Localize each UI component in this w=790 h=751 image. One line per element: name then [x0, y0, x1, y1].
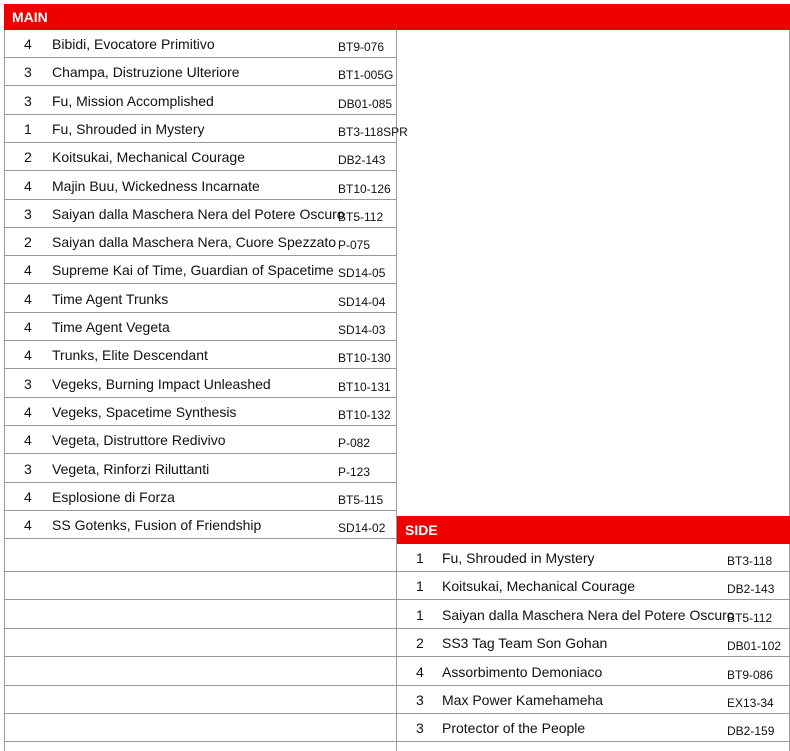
main-card-row: [4, 87, 396, 115]
card-code: BT5-112: [727, 610, 773, 625]
main-card-row: [4, 200, 396, 228]
card-quantity: 3: [416, 692, 424, 708]
card-name: Esplosione di Forza: [52, 488, 175, 505]
card-code: BT3-118SPR: [338, 124, 408, 139]
card-name: Time Agent Vegeta: [52, 319, 170, 335]
card-quantity: 3: [24, 64, 32, 81]
main-card-row: [4, 398, 396, 426]
main-card-row: [4, 483, 396, 511]
card-code: BT5-115: [338, 492, 384, 507]
card-quantity: 3: [416, 720, 424, 737]
card-code: P-082: [338, 436, 371, 451]
card-name: Saiyan dalla Maschera Nera del Potere Oscuro: [442, 606, 735, 623]
card-name: Majin Buu, Wickedness Incarnate: [52, 177, 260, 194]
card-quantity: 1: [416, 578, 424, 595]
card-name: Vegeta, Rinforzi Riluttanti: [52, 460, 210, 477]
card-quantity: 3: [24, 92, 32, 109]
card-name: Saiyan dalla Maschera Nera, Cuore Spezzato: [52, 234, 337, 251]
side-card-row: [396, 601, 790, 629]
card-name: Assorbimento Demoniaco: [442, 663, 603, 680]
main-card-row: [4, 285, 396, 313]
main-card-row: [4, 58, 396, 86]
card-code: P-123: [338, 464, 371, 479]
card-code: SD14-05: [338, 266, 386, 281]
card-quantity: 2: [24, 149, 32, 166]
empty-cell: [4, 629, 396, 657]
card-name: Champa, Distruzione Ulteriore: [52, 64, 240, 81]
side-card-row: [396, 658, 790, 686]
card-code: EX13-34: [727, 696, 774, 710]
card-code: SD14-03: [338, 323, 386, 337]
side-deck-header: SIDE: [397, 516, 790, 544]
card-code: DB2-159: [727, 724, 775, 739]
side-card-row: [396, 544, 790, 572]
card-quantity: 4: [24, 432, 32, 449]
main-card-row: [4, 313, 396, 341]
main-card-row: [4, 341, 396, 369]
card-quantity: 4: [24, 262, 32, 279]
card-quantity: 4: [24, 488, 32, 505]
card-code: BT9-076: [338, 40, 385, 54]
card-name: Protector of the People: [442, 720, 586, 737]
card-name: Bibidi, Evocatore Primitivo: [52, 36, 215, 52]
card-name: SS Gotenks, Fusion of Friendship: [52, 517, 262, 534]
card-quantity: 4: [24, 403, 32, 420]
card-code: DB2-143: [727, 582, 775, 597]
card-quantity: 3: [24, 375, 32, 392]
main-card-row: [4, 228, 396, 256]
card-code: BT10-131: [338, 379, 391, 394]
card-quantity: 4: [24, 290, 32, 307]
card-quantity: 2: [24, 234, 32, 251]
card-quantity: 4: [24, 517, 32, 534]
card-name: Saiyan dalla Maschera Nera del Potere Oscuro: [52, 205, 345, 222]
card-code: BT10-132: [338, 407, 391, 422]
card-name: Time Agent Trunks: [52, 290, 169, 307]
empty-cell: [4, 658, 396, 686]
card-name: Fu, Shrouded in Mystery: [442, 550, 595, 566]
side-card-row: [396, 572, 790, 600]
card-code: BT9-086: [727, 667, 774, 682]
card-code: BT10-130: [338, 351, 391, 366]
empty-cell: [4, 572, 396, 600]
main-card-row: [4, 426, 396, 454]
card-quantity: 1: [24, 120, 32, 137]
card-code: BT1-005G: [338, 68, 394, 83]
empty-cell: [4, 686, 396, 714]
card-quantity: 4: [416, 663, 424, 680]
main-card-row: [4, 455, 396, 483]
side-card-row: [396, 714, 790, 742]
card-name: Max Power Kamehameha: [442, 692, 604, 708]
main-card-row: [4, 370, 396, 398]
card-name: Koitsukai, Mechanical Courage: [52, 149, 245, 166]
card-quantity: 3: [24, 205, 32, 222]
card-name: SS3 Tag Team Son Gohan: [442, 635, 608, 652]
main-card-row: [4, 172, 396, 200]
card-code: DB2-143: [338, 153, 386, 168]
main-card-row: [4, 256, 396, 284]
card-name: Trunks, Elite Descendant: [52, 347, 208, 364]
empty-cell: [4, 544, 396, 572]
card-quantity: 1: [416, 606, 424, 623]
card-name: Fu, Mission Accomplished: [52, 92, 214, 109]
card-code: SD14-02: [338, 521, 386, 536]
card-quantity: 4: [24, 36, 32, 52]
card-code: P-075: [338, 238, 371, 253]
card-quantity: 4: [24, 319, 32, 335]
card-code: DB01-102: [727, 639, 782, 654]
card-name: Vegeta, Distruttore Redivivo: [52, 432, 226, 449]
main-deck-header: MAIN: [4, 4, 790, 30]
card-code: BT5-112: [338, 209, 384, 224]
card-quantity: 3: [24, 460, 32, 477]
side-card-row: [396, 686, 790, 714]
main-card-row: [4, 30, 396, 58]
card-name: Vegeks, Burning Impact Unleashed: [52, 375, 271, 392]
card-quantity: 4: [24, 177, 32, 194]
card-name: Koitsukai, Mechanical Courage: [442, 578, 635, 595]
card-quantity: 4: [24, 347, 32, 364]
card-code: SD14-04: [338, 294, 386, 309]
card-quantity: 1: [416, 550, 424, 566]
card-name: Vegeks, Spacetime Synthesis: [52, 403, 237, 420]
card-name: Fu, Shrouded in Mystery: [52, 120, 205, 137]
card-code: DB01-085: [338, 96, 393, 111]
card-name: Supreme Kai of Time, Guardian of Spacetime: [52, 262, 334, 279]
side-card-row: [396, 629, 790, 657]
card-code: BT10-126: [338, 181, 391, 196]
empty-cell: [4, 601, 396, 629]
main-card-row: [4, 115, 408, 143]
card-code: BT3-118: [727, 554, 773, 568]
card-quantity: 2: [416, 635, 424, 652]
empty-cell: [4, 714, 396, 742]
main-card-row: [4, 143, 396, 171]
main-card-row: [4, 511, 396, 539]
